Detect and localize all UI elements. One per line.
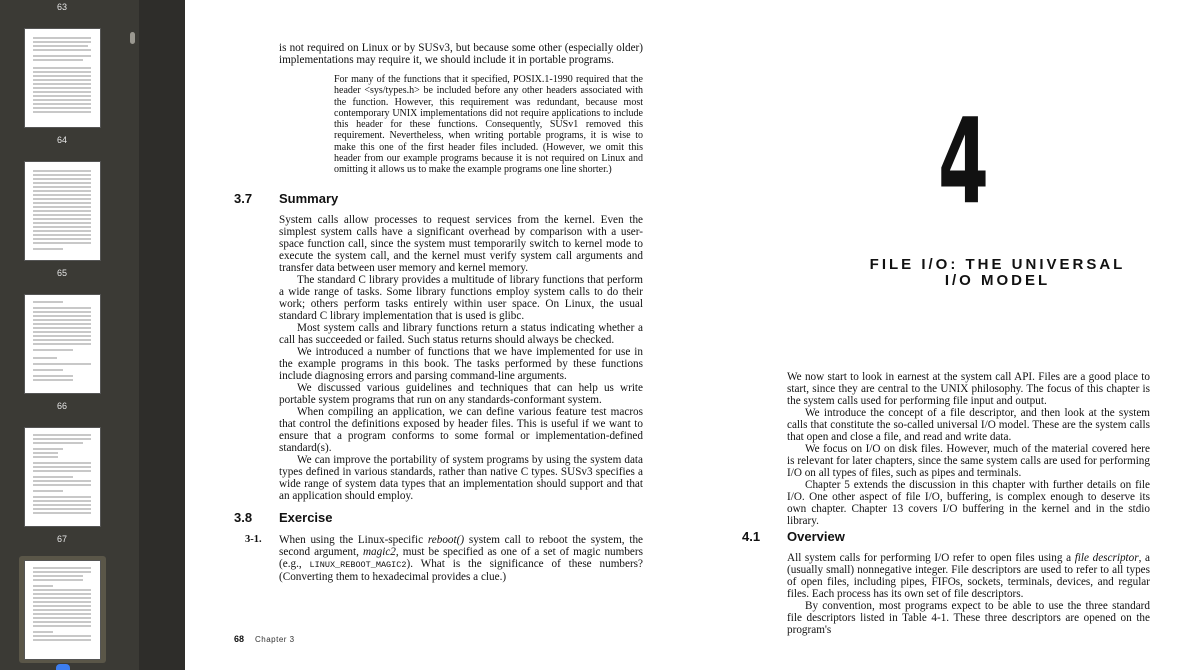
page-number-label: 66 (56, 401, 67, 411)
current-page-badge (56, 664, 70, 670)
paragraph: Chapter 5 extends the discussion in this chapter with further details on file I/O. One other aspect of file I/O, buffering, is complex enough to deserve its own chapter. Chapter 13 covers I/O buffering in the kernel and in the stdio library. (787, 479, 1150, 527)
paragraph: All system calls for performing I/O refer to open files using a file descriptor, a (usually small) nonnegative integer. File descriptors are used to refer to all types of open files, including pipes, FIFOs, sockets, terminals, devices, and regular files. Each process has its own set of file descriptors. (787, 552, 1151, 600)
page-footer-chapter: Chapter 3 (255, 635, 295, 644)
paragraph: The standard C library provides a multitude of library functions that perform a wide range of tasks. Some library functions employ system calls to do their work; others perform tasks entirely within user space. On Linux, the usual standard C library implementation that is used is glibc. (279, 274, 643, 322)
paragraph: When compiling an application, we can define various feature test macros that control the definitions exposed by header files. This is useful if we want to ensure that a program conforms to some formal or implementation-defined standard(s). (279, 406, 643, 454)
page-number-label: 67 (56, 534, 67, 544)
paragraph: We introduce the concept of a file descriptor, and then look at the system calls that constitute the so-called universal I/O model. These are the system calls that open and close a file, and read and write data. (787, 407, 1150, 443)
section-number: 3.7 (234, 191, 253, 206)
exercise-number: 3-1. (245, 534, 262, 545)
page-number-label: 65 (56, 268, 67, 278)
paragraph: System calls allow processes to request services from the kernel. Even the simplest system calls have a significant overhead by comparison with a user-space function call, since the system must temporarily switch to kernel mode to execute the system call, and the kernel must verify system call arguments and transfer data between user memory and kernel memory. (279, 214, 643, 274)
page-thumbnail-68[interactable] (25, 561, 100, 659)
section-title: Exercise (279, 510, 333, 525)
chapter-intro (787, 371, 1150, 527)
chapter-title-line: I/O MODEL (944, 272, 1051, 289)
page-footer-number: 68 (234, 634, 245, 644)
chapter-number: 4 (938, 92, 989, 230)
paragraph: We now start to look in earnest at the system call API. Files are a good place to start, since they are central to the UNIX philosophy. The focus of this chapter is the system calls used for performing file input and output. (787, 371, 1150, 407)
section-number: 4.1 (742, 529, 761, 544)
summary-body (279, 214, 643, 502)
chapter-title (795, 257, 1200, 289)
sidebar-scrollbar[interactable] (130, 32, 135, 44)
viewer-background (139, 0, 185, 670)
page-number-label: 63 (56, 2, 67, 12)
paragraph: We can improve the portability of system programs by using the system data types defined in various standards, rather than native C types. SUSv3 specifies a wide range of system data types that an implementation should support and that an application should employ. (279, 454, 643, 502)
page-number-label: 64 (56, 135, 67, 145)
overview-body (787, 552, 1150, 636)
paragraph: Most system calls and library functions return a status indicating whether a call has succeeded or failed. Such status returns should always be checked. (279, 322, 643, 346)
page-thumbnail-67[interactable] (25, 428, 100, 526)
thumbnail-sidebar (0, 0, 139, 670)
chapter-title-line: FILE I/O: THE UNIVERSAL (869, 256, 1126, 273)
section-title: Summary (279, 191, 339, 206)
exercise-text: When using the Linux-specific reboot() system call to reboot the system, the second argument, magic2, must be specified as one of a set of magic numbers (e.g., LINUX_REBOOT_MAGIC2). What is the significance of these numbers? (Converting them to hexadecimal provides a clue.) (279, 534, 644, 583)
paragraph: By convention, most programs expect to be able to use the three standard file descriptors listed in Table 4-1. These three descriptors are opened on the program's (787, 600, 1150, 636)
page-thumbnail-65[interactable] (25, 162, 100, 260)
intro-paragraph: is not required on Linux or by SUSv3, but because some other (especially older) implementations may require it, we should include it in portable programs. (279, 42, 643, 66)
paragraph: We focus on I/O on disk files. However, much of the material covered here is relevant for later chapters, since the same system calls are used for performing I/O on all types of files, such as pipes and terminals. (787, 443, 1150, 479)
paragraph: We discussed various guidelines and techniques that can help us write portable system programs that run on any standards-conformant system. (279, 382, 643, 406)
paragraph: We introduced a number of functions that we have implemented for use in the example programs in this book. The tasks performed by these functions include diagnosing errors and parsing command-line arguments. (279, 346, 643, 382)
section-number: 3.8 (234, 510, 253, 525)
note-block: For many of the functions that it specified, POSIX.1-1990 required that the header <sys/types.h> be included before any other headers associated with the function. However, this requirement was redundant, because most contemporary UNIX implementations did not require applications to include this header for these functions. Consequently, SUSv1 removed this requirement. Nevertheless, when writing portable programs, it is wise to make this one of the first header files included. (However, we omit this header from our example programs because it is not required on Linux and omitting it allows us to make the example programs one line shorter.) (334, 74, 643, 176)
page-thumbnail-64[interactable] (25, 29, 100, 127)
section-title: Overview (787, 529, 845, 544)
page-thumbnail-66[interactable] (25, 295, 100, 393)
document-page-68 (185, 0, 695, 670)
document-page-69 (695, 0, 1200, 670)
